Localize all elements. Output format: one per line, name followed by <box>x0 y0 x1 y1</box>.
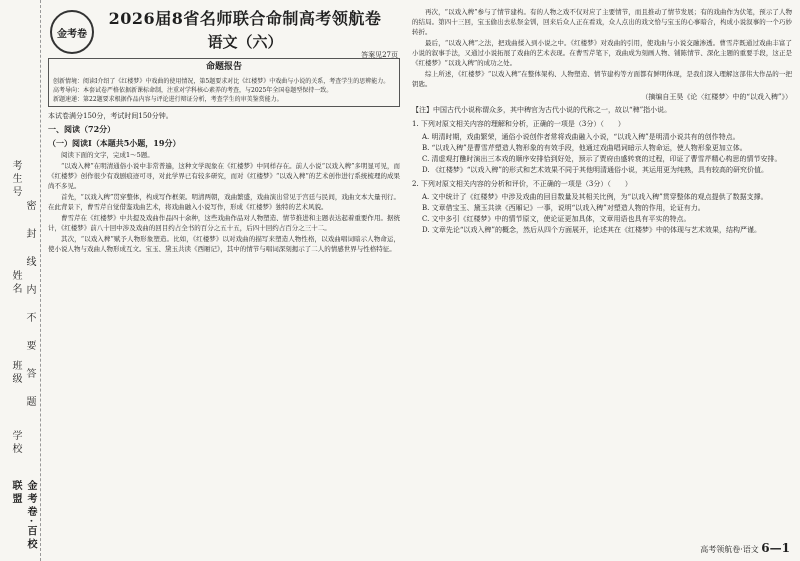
left-column <box>48 6 400 255</box>
exam-meta: 本试卷满分150分，考试时间150分钟。 <box>48 111 173 120</box>
answer-reference: 答案见27页 <box>361 51 398 59</box>
report-line: 创新情境：阅读Ⅰ介绍了《红楼梦》中戏曲的使用情况，第5题要求对比《红楼梦》中戏曲与小说的关系，考查学生的思辨能力。 <box>53 77 390 85</box>
report-line: 新题速递：第22题要求根据作品内容与评论进行辩证分析，考查学生的审美鉴赏能力。 <box>53 95 283 103</box>
exam-title: 2026届8省名师联合命制高考领航卷 <box>108 9 382 28</box>
binding-brand: 金考卷·百校联盟 <box>10 480 36 552</box>
passage-paragraph: 首先，“以戏入稗”贯穿整体，构成写作框架。明清两朝，戏曲繁盛，戏曲演出常见于宫廷与民间，戏曲文本大量刊行。在此背景下，曹雪芹自觉借鉴戏曲艺术，将戏曲融入小说写作，形成《红楼梦》独特的艺术风貌。 <box>48 192 400 211</box>
binding-cut-text: 密封线内不要答题 <box>24 200 35 424</box>
annotation-note: 【注】中国古代小说称谓众多，其中稗官为古代小说的代称之一，故以“稗”指小说。 <box>412 105 672 114</box>
page-number: 6—1 <box>761 541 790 555</box>
binding-label: 学校 <box>10 430 21 456</box>
binding-label: 考生号 <box>10 160 21 199</box>
report-heading: 命题报告 <box>205 62 242 72</box>
answer-option: A. 文中统计了《红楼梦》中涉及戏曲的回目数量及其相关比例，为“以戏入稗”贯穿整体的观点提供了数据支撑。 <box>422 192 768 201</box>
passage-paragraph: “以戏入稗”在明清通俗小说中非常普遍，这种文学现象在《红楼梦》中同样存在。前人小说“以戏入稗”多明显可见，而《红楼梦》创作很少有戏剧痕迹可寻，对此学界已有较多研究，而对《红楼梦》“以戏入稗”的艺术创作进行系统梳理的成果尚不多见。 <box>48 161 400 190</box>
section-subtitle: （一）阅读Ⅰ（本题共5小题，19分） <box>48 137 181 148</box>
brand-logo: 金考卷 <box>50 10 94 54</box>
answer-option: C. 文中多引《红楼梦》中的情节原文，使论证更加具体，文章用语也具有平实的特点。 <box>422 215 691 224</box>
section-instruction: 阅读下面的文字，完成1～5题。 <box>61 150 154 159</box>
answer-option: D. 文章先论“以戏入稗”的概念，然后从四个方面展开，论述其在《红楼梦》中的体现与艺术效果，结构严谨。 <box>422 226 761 235</box>
binding-label: 班级 <box>10 360 21 386</box>
passage-paragraph: 曹雪芹在《红楼梦》中共提及戏曲作品四十余种，这些戏曲作品对人物塑造、情节推进和主题表达起着重要作用。据统计，《红楼梦》前八十回中涉及戏曲的回目约占全书的百分之五十五，后四十回约占百分之三十二。 <box>48 213 400 232</box>
answer-option: D. 《红楼梦》“以戏入稗”的形式和艺术效果不同于其他明清通俗小说，其运用更为纯熟，具有较高的研究价值。 <box>422 166 768 175</box>
answer-option: B. 文章借宝玉、黛玉共读《西厢记》一事，说明“以戏入稗”对塑造人物的作用，论证有力。 <box>422 204 705 212</box>
binding-strip <box>0 0 41 561</box>
passage-source: （摘编自王昊《论〈红楼梦〉中的“以戏入稗”》） <box>641 92 792 101</box>
question-stem: 2. 下列对原文相关内容的分析和评价，不正确的一项是（3分）（ ） <box>412 179 632 188</box>
answer-option: B. “以戏入稗”是曹雪芹塑造人物形象的有效手段，他通过戏曲唱词暗示人物命运，使人物形象更加立体。 <box>422 144 747 153</box>
footer-brand: 高考领航卷·语文 <box>700 545 759 554</box>
answer-option: C. 清虚观打醮时演出三本戏的顺序安排恰到好处，预示了贾府由盛转衰的过程，印证了曹雪芹精心构思的情节安排。 <box>422 155 782 164</box>
section-title: 一、阅读（72分） <box>48 123 116 134</box>
right-column <box>412 6 792 237</box>
page-footer <box>700 541 790 555</box>
passage-paragraph: 综上所述，《红楼梦》“以戏入稗”在整体架构、人物塑造、情节建构等方面都有鲜明体现，是我们深入理解这部伟大作品的一把钥匙。 <box>412 70 792 89</box>
passage-paragraph: 再次，“以戏入稗”参与了情节建构。有的人物之戏不仅对应了主要情节，而且推动了情节发展；有的戏曲作为伏笔，预示了人物的结局。第四十三回，宝玉偷出去私祭金钏，回来后众人正在看戏，众人点出的戏文恰与宝玉的心事暗合，构成小说叙事的一个巧妙转折。 <box>412 8 792 37</box>
exam-subtitle: 语文（六） <box>207 33 283 51</box>
passage-paragraph: 最后，“以戏入稗”之法，把戏曲揉入到小说之中。《红楼梦》对戏曲的引用，使戏曲与小说交融渗透。曹雪芹既通过戏曲丰富了小说的叙事手法，又通过小说拓展了戏曲的艺术表现。在曹雪芹笔下，戏曲成为刻画人物、铺陈情节、深化主题的重要手段，这正是《红楼梦》“以戏入稗”的成功之处。 <box>412 39 792 68</box>
report-box <box>48 58 400 107</box>
answer-option: A. 明清时期，戏曲繁荣，通俗小说创作者常将戏曲融入小说，“以戏入稗”是明清小说共有的创作特点。 <box>422 132 740 141</box>
report-line: 高考导向：本套试卷严格依据新课标命制，注重对学科核心素养的考查，与2025年全国卷题型保持一致。 <box>53 86 333 94</box>
question-stem: 1. 下列对原文相关内容的理解和分析，正确的一项是（3分）（ ） <box>412 119 625 128</box>
passage-paragraph: 其次，“以戏入稗”赋予人物形象塑造。比如，《红楼梦》以对戏曲的描写来塑造人物性格，以戏曲唱词暗示人物命运，使小说人物与戏曲人物形成互文。宝玉、黛玉共读《西厢记》，其中的情节与唱词深刻揭示了二人的情感世界与性格特征。 <box>48 235 400 254</box>
binding-label: 姓名 <box>10 270 21 296</box>
